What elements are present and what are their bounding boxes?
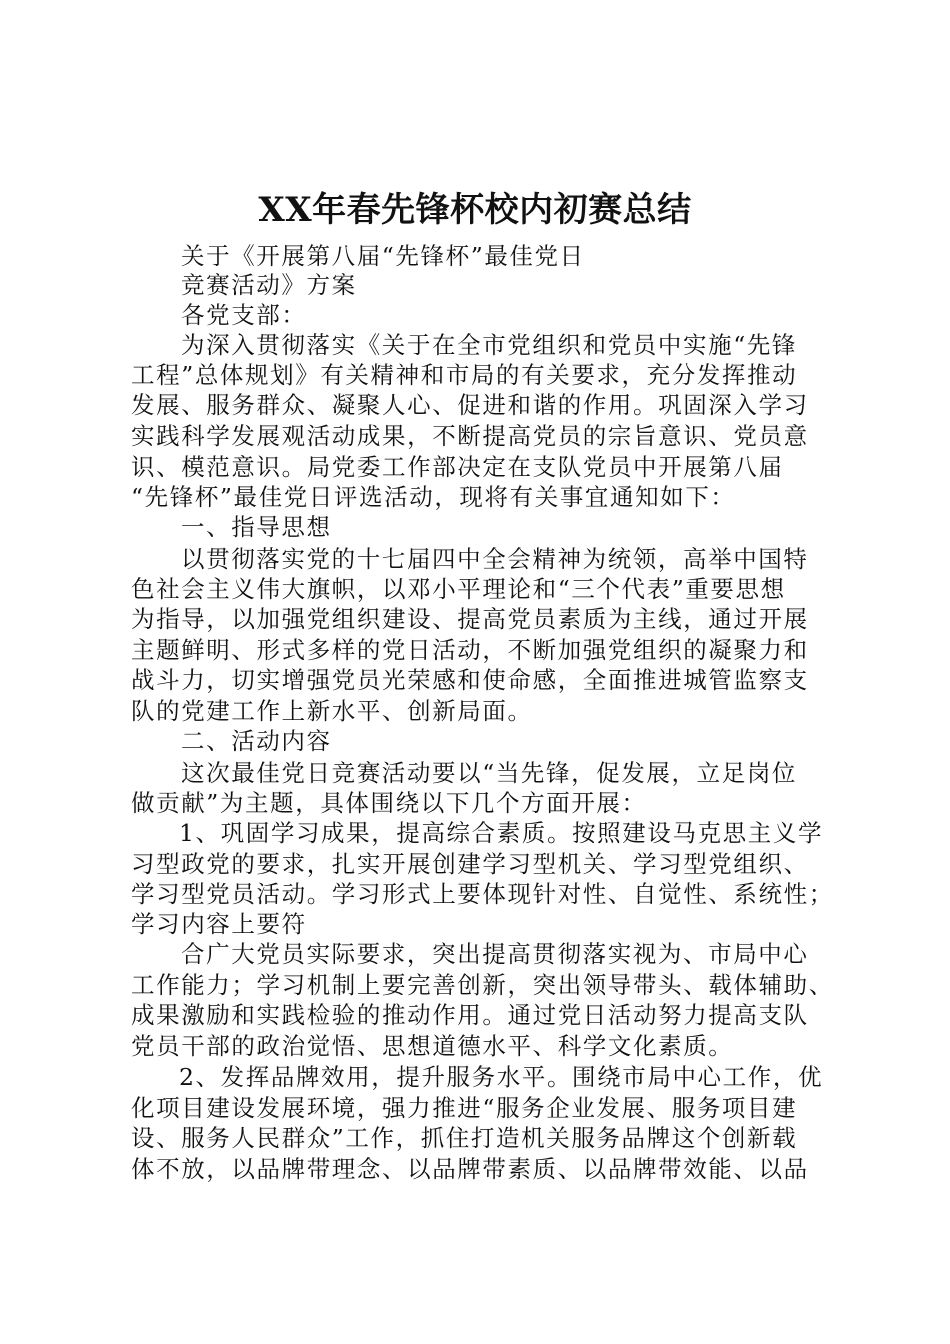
- text-line: 体不放，以品牌带理念、以品牌带素质、以品牌带效能、以品: [131, 1155, 809, 1183]
- text-line: 化项目建设发展环境，强力推进“服务企业发展、服务项目建: [131, 1094, 798, 1122]
- text-line: 1、巩固学习成果，提高综合素质。按照建设马克思主义学: [179, 819, 824, 847]
- text-line: 这次最佳党日竞赛活动要以“当先锋，促发展，立足岗位: [181, 759, 798, 787]
- text-line: “先锋杯”最佳党日评选活动，现将有关事宜通知如下：: [131, 483, 736, 511]
- text-line: 习型政党的要求，扎实开展创建学习型机关、学习型党组织、: [131, 850, 809, 878]
- text-line: 队的党建工作上新水平、创新局面。: [131, 697, 533, 725]
- text-line: 竞赛活动》方案: [181, 271, 357, 299]
- text-line: 工作能力；学习机制上要完善创新，突出领导带头、载体辅助、: [131, 971, 834, 999]
- text-line: 设、服务人民群众”工作，抓住打造机关服务品牌这个创新载: [131, 1124, 798, 1152]
- text-line: 党员干部的政治觉悟、思想道德水平、科学文化素质。: [131, 1032, 734, 1060]
- text-line: 战斗力，切实增强党员光荣感和使命感，全面推进城管监察支: [131, 666, 809, 694]
- text-line: 实践科学发展观活动成果，不断提高党员的宗旨意识、党员意: [131, 422, 809, 450]
- text-line: 发展、服务群众、凝聚人心、促进和谐的作用。巩固深入学习: [131, 391, 809, 419]
- text-line: 做贡献”为主题，具体围绕以下几个方面开展：: [131, 789, 647, 817]
- text-line: 为指导，以加强党组织建设、提高党员素质为主线，通过开展: [131, 605, 809, 633]
- text-line: 工程”总体规划》有关精神和市局的有关要求，充分发挥推动: [131, 361, 798, 389]
- section-heading: 二、活动内容: [181, 727, 332, 755]
- text-line: 色社会主义伟大旗帜，以邓小平理论和“三个代表”重要思想: [131, 575, 786, 603]
- section-heading: 一、指导思想: [181, 513, 332, 541]
- document-title: XX年春先锋杯校内初赛总结: [258, 190, 692, 230]
- text-line: 合广大党员实际要求，突出提高贯彻落实视为、市局中心: [181, 940, 809, 968]
- text-line: 关于《开展第八届“先锋杯”最佳党日: [181, 242, 585, 270]
- text-line: 学习型党员活动。学习形式上要体现针对性、自觉性、系统性；: [131, 880, 834, 908]
- text-line: 以贯彻落实党的十七届四中全会精神为统领，高举中国特: [181, 545, 809, 573]
- text-line: 主题鲜明、形式多样的党日活动，不断加强党组织的凝聚力和: [131, 636, 809, 664]
- text-line: 学习内容上要符: [131, 910, 307, 938]
- text-line: 成果激励和实践检验的推动作用。通过党日活动努力提高支队: [131, 1001, 809, 1029]
- text-line: 为深入贯彻落实《关于在全市党组织和党员中实施“先锋: [181, 331, 798, 359]
- text-line: 识、模范意识。局党委工作部决定在支队党员中开展第八届: [131, 453, 784, 481]
- text-line: 各党支部：: [181, 301, 307, 329]
- text-line: 2、发挥品牌效用，提升服务水平。围绕市局中心工作，优: [179, 1063, 824, 1091]
